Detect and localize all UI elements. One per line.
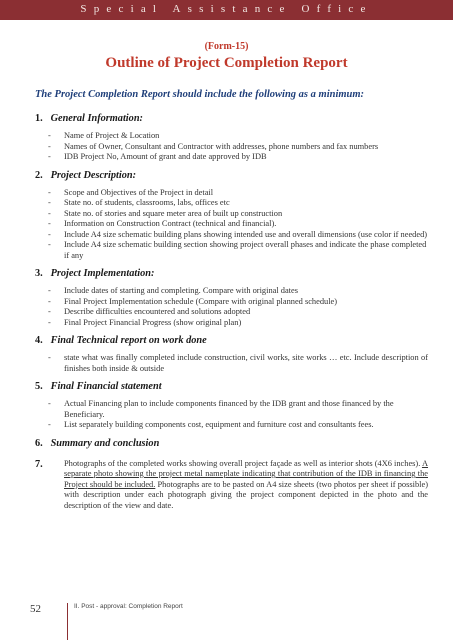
section-heading — [35, 381, 428, 392]
sections-list — [35, 113, 428, 449]
section-number: 4. — [35, 335, 43, 346]
list-item: - State no. of stories and square meter area of built up construction — [64, 209, 428, 220]
page-number: 52 — [30, 603, 41, 615]
section-5 — [35, 381, 428, 431]
list-item: - Include dates of starting and completing. Compare with original dates — [64, 286, 428, 297]
list-item: - Scope and Objectives of the Project in detail — [64, 188, 428, 199]
section-2 — [35, 170, 428, 262]
section-heading — [35, 268, 428, 279]
photo-text-1: Photographs of the completed works showing overall project façade as well as interior shots (4X6 inches). — [64, 458, 422, 468]
section-6 — [35, 438, 428, 449]
list-item: - Actual Financing plan to include components financed by the IDB grant and those financed by the Beneficiary. — [64, 399, 428, 420]
list-item: - Information on Construction Contract (technical and financial). — [64, 219, 428, 230]
photo-text-underlined: A separate photo showing the project metal nameplate indicating that contribution of the IDB in financing the Project should be included. — [64, 458, 429, 489]
section-4 — [35, 335, 428, 374]
section-1 — [35, 113, 428, 163]
section-items — [35, 286, 428, 328]
section-number: 2. — [35, 169, 43, 181]
section-3 — [35, 268, 428, 328]
list-item: - List separately building components cost, equipment and furniture cost and consultants fees. — [64, 420, 428, 431]
intro-text: The Project Completion Report should include the following as a minimum: — [35, 89, 365, 100]
form-number: (Form-15) — [204, 41, 249, 52]
list-item: - Name of Project & Location — [64, 131, 428, 142]
list-item: - state what was finally completed include construction, civil works, site works … etc. Include description of finishes both inside & outside — [64, 353, 428, 374]
section-items — [35, 353, 428, 374]
list-item: - IDB Project No, Amount of grant and date approved by IDB — [64, 152, 428, 163]
section-heading — [35, 335, 428, 346]
list-item: - Include A4 size schematic building section showing project overall phases and indicate the phase completed if any — [64, 240, 428, 261]
section-heading-text: Final Technical report on work done — [50, 335, 207, 346]
list-item: - Describe difficulties encountered and solutions adopted — [64, 307, 428, 318]
list-item: - Final Project Implementation schedule (Compare with original planned schedule) — [64, 297, 428, 308]
section-heading-text: Final Financial statement — [50, 381, 162, 392]
section-heading-text: Project Implementation: — [50, 268, 155, 279]
section-heading — [35, 438, 428, 449]
section-number: 3. — [35, 268, 43, 279]
document-body — [35, 113, 428, 518]
section-heading — [35, 170, 428, 181]
section-items — [35, 188, 428, 262]
section-number: 6. — [35, 437, 43, 449]
page-title: Outline of Project Completion Report — [105, 55, 348, 71]
section-items — [35, 131, 428, 163]
list-item: - Final Project Financial Progress (show original plan) — [64, 318, 428, 329]
section-number: 5. — [35, 381, 43, 392]
section-7-text — [35, 459, 428, 512]
footer-text: II. Post - approval: Completion Report — [74, 603, 183, 610]
section-7 — [35, 456, 428, 512]
section-items — [35, 399, 428, 431]
section-heading-text: General Information: — [50, 113, 143, 124]
section-number: 7. — [35, 458, 43, 470]
section-heading — [35, 113, 428, 124]
list-item: - Names of Owner, Consultant and Contractor with addresses, phone numbers and fax numbers — [64, 142, 428, 153]
list-item: - Include A4 size schematic building plans showing intended use and overall dimensions (use color if needed) — [64, 230, 428, 241]
section-number: 1. — [35, 113, 43, 124]
photo-text-2: Photographs are to be pasted on A4 size sheets (two photos per sheet if possible) with description under each photograph giving the project component depicted in the photo and the description of the view and date. — [64, 479, 428, 510]
section-heading-text: Summary and conclusion — [50, 437, 160, 449]
footer-divider — [67, 603, 68, 640]
section-heading-text: Project Description: — [50, 169, 137, 181]
list-item: - State no. of students, classrooms, labs, offices etc — [64, 198, 428, 209]
header-title: Special Assistance Office — [80, 3, 373, 15]
